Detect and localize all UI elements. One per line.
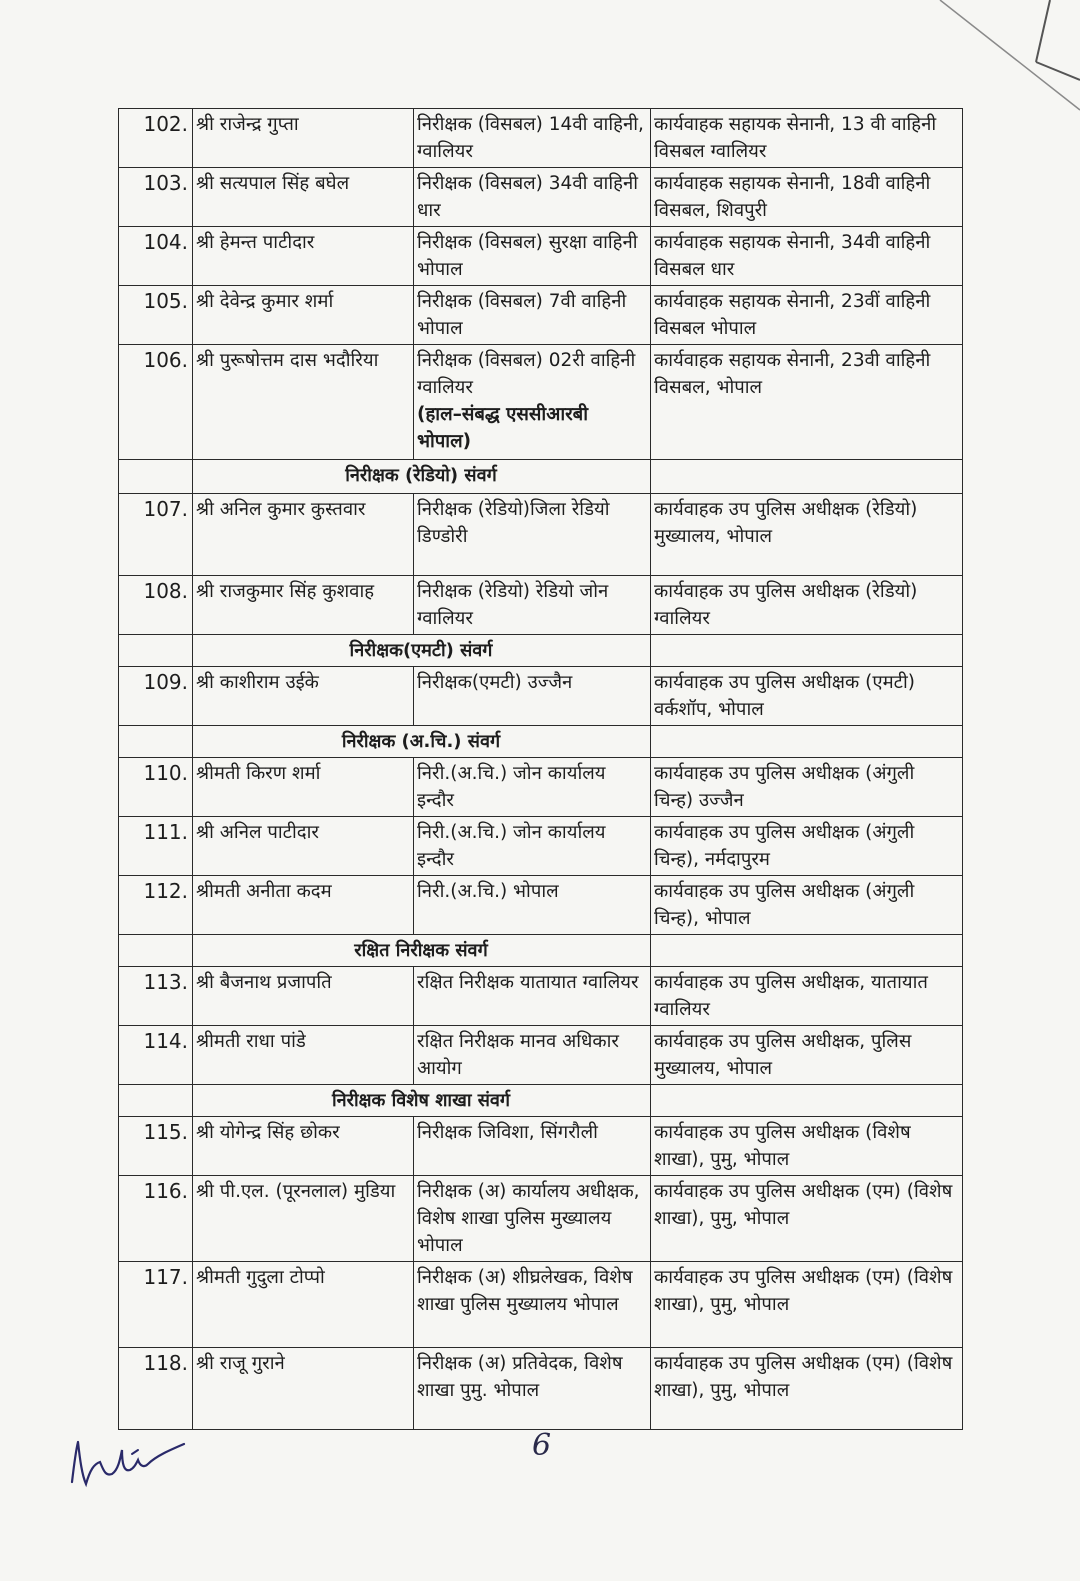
new-posting: कार्यवाहक उप पुलिस अधीक्षक (एम) (विशेष शाखा), पुमु, भोपाल [651,1348,963,1430]
cadre-empty-cell [651,460,963,494]
cadre-title: निरीक्षक विशेष शाखा संवर्ग [193,1085,651,1117]
serial-number: 104. [119,227,193,286]
table-row [119,1026,963,1085]
cadre-empty-cell [651,935,963,967]
cadre-empty-cell [119,1085,193,1117]
current-post-text: निरीक्षक जिविशा, सिंगरौली [417,1122,598,1143]
new-posting: कार्यवाहक उप पुलिस अधीक्षक (एमटी) वर्कशॉप, भोपाल [651,667,963,726]
current-post-text: निरीक्षक (विसबल) 14वी वाहिनी, ग्वालियर [417,114,644,162]
current-post [414,1348,651,1430]
current-post-text: निरीक्षक (अ) शीघ्रलेखक, विशेष शाखा पुलिस मुख्यालय भोपाल [417,1267,633,1315]
officer-name: श्री काशीराम उईके [193,667,414,726]
cadre-empty-cell [119,460,193,494]
table-row [119,168,963,227]
new-posting: कार्यवाहक उप पुलिस अधीक्षक (अंगुली चिन्ह) उज्जैन [651,758,963,817]
serial-number: 103. [119,168,193,227]
current-post-text: निरीक्षक (अ) कार्यालय अधीक्षक, विशेष शाखा पुलिस मुख्यालय भोपाल [417,1181,640,1256]
cadre-title: निरीक्षक(एमटी) संवर्ग [193,635,651,667]
officer-name: श्री देवेन्द्र कुमार शर्मा [193,286,414,345]
officer-name: श्री राजेन्द्र गुप्ता [193,109,414,168]
current-post-text: रक्षित निरीक्षक मानव अधिकार आयोग [417,1031,619,1079]
cadre-header-row [119,460,963,494]
new-posting: कार्यवाहक उप पुलिस अधीक्षक (अंगुली चिन्ह), नर्मदापुरम [651,817,963,876]
current-post-text: निरी.(अ.चि.) जोन कार्यालय इन्दौर [417,763,606,811]
current-post-text: निरीक्षक (विसबल) 34वी वाहिनी धार [417,173,639,221]
new-posting: कार्यवाहक उप पुलिस अधीक्षक, पुलिस मुख्यालय, भोपाल [651,1026,963,1085]
serial-number: 106. [119,345,193,460]
serial-number: 110. [119,758,193,817]
officer-name: श्री बैजनाथ प्रजापति [193,967,414,1026]
table-row [119,286,963,345]
current-post [414,1117,651,1176]
table-row [119,758,963,817]
serial-number: 111. [119,817,193,876]
current-post [414,109,651,168]
officer-name: श्री पी.एल. (पूरनलाल) मुडिया [193,1176,414,1262]
current-post-text: निरी.(अ.चि.) भोपाल [417,881,559,902]
new-posting: कार्यवाहक सहायक सेनानी, 13 वी वाहिनी विसबल ग्वालियर [651,109,963,168]
table-row [119,667,963,726]
table-row [119,494,963,576]
current-post-text: निरीक्षक (रेडियो)जिला रेडियो डिण्डोरी [417,499,610,547]
current-post [414,1262,651,1348]
current-post [414,817,651,876]
table-row [119,1348,963,1430]
new-posting: कार्यवाहक उप पुलिस अधीक्षक (एम) (विशेष शाखा), पुमु, भोपाल [651,1262,963,1348]
current-post-text: रक्षित निरीक्षक यातायात ग्वालियर [417,972,639,993]
current-post [414,1026,651,1085]
officer-name: श्री सत्यपाल सिंह बघेल [193,168,414,227]
current-post-text: निरीक्षक (विसबल) 02री वाहिनी ग्वालियर [417,350,636,398]
cadre-title: रक्षित निरीक्षक संवर्ग [193,935,651,967]
serial-number: 102. [119,109,193,168]
cadre-title: निरीक्षक (रेडियो) संवर्ग [193,460,651,494]
new-posting: कार्यवाहक सहायक सेनानी, 18वी वाहिनी विसबल, शिवपुरी [651,168,963,227]
current-post [414,168,651,227]
new-posting: कार्यवाहक उप पुलिस अधीक्षक (रेडियो) ग्वालियर [651,576,963,635]
officer-name: श्री राजकुमार सिंह कुशवाह [193,576,414,635]
current-post-text: निरीक्षक (अ) प्रतिवेदक, विशेष शाखा पुमु. भोपाल [417,1353,623,1401]
attachment-note: (हाल–संबद्ध एससीआरबी भोपाल) [417,404,589,452]
current-post-text: निरीक्षक (रेडियो) रेडियो जोन ग्वालियर [417,581,609,629]
officer-name: श्रीमती गुदुला टोप्पो [193,1262,414,1348]
serial-number: 105. [119,286,193,345]
current-post-text: निरीक्षक (विसबल) सुरक्षा वाहिनी भोपाल [417,232,638,280]
current-post [414,576,651,635]
cadre-header-row [119,935,963,967]
cadre-empty-cell [119,635,193,667]
cadre-header-row [119,726,963,758]
current-post [414,1176,651,1262]
new-posting: कार्यवाहक उप पुलिस अधीक्षक (विशेष शाखा), पुमु, भोपाल [651,1117,963,1176]
table-row [119,576,963,635]
cadre-empty-cell [651,635,963,667]
serial-number: 116. [119,1176,193,1262]
cadre-header-row [119,635,963,667]
table-row [119,876,963,935]
serial-number: 107. [119,494,193,576]
table-row [119,227,963,286]
officer-name: श्रीमती अनीता कदम [193,876,414,935]
current-post [414,876,651,935]
cadre-title: निरीक्षक (अ.चि.) संवर्ग [193,726,651,758]
current-post [414,227,651,286]
table-row [119,1176,963,1262]
cadre-empty-cell [651,726,963,758]
serial-number: 108. [119,576,193,635]
new-posting: कार्यवाहक उप पुलिस अधीक्षक (अंगुली चिन्ह), भोपाल [651,876,963,935]
officer-name: श्री हेमन्त पाटीदार [193,227,414,286]
table-row [119,817,963,876]
officer-name: श्री अनिल पाटीदार [193,817,414,876]
page-number: 6 [532,1428,552,1463]
new-posting: कार्यवाहक उप पुलिस अधीक्षक (रेडियो) मुख्यालय, भोपाल [651,494,963,576]
paper-fold-corner [0,0,1080,120]
serial-number: 118. [119,1348,193,1430]
officer-name: श्री राजू गुराने [193,1348,414,1430]
current-post [414,967,651,1026]
current-post-text: निरीक्षक (विसबल) 7वी वाहिनी भोपाल [417,291,627,339]
serial-number: 115. [119,1117,193,1176]
current-post [414,286,651,345]
cadre-header-row [119,1085,963,1117]
officer-name: श्री पुरूषोत्तम दास भदौरिया [193,345,414,460]
new-posting: कार्यवाहक उप पुलिस अधीक्षक (एम) (विशेष शाखा), पुमु, भोपाल [651,1176,963,1262]
new-posting: कार्यवाहक उप पुलिस अधीक्षक, यातायात ग्वालियर [651,967,963,1026]
current-post [414,758,651,817]
current-post [414,494,651,576]
officer-name: श्री योगेन्द्र सिंह छोकर [193,1117,414,1176]
current-post-text: निरी.(अ.चि.) जोन कार्यालय इन्दौर [417,822,606,870]
current-post [414,667,651,726]
serial-number: 117. [119,1262,193,1348]
new-posting: कार्यवाहक सहायक सेनानी, 23वीं वाहिनी विसबल भोपाल [651,286,963,345]
promotion-table-body [119,109,963,1430]
table-row [119,1262,963,1348]
serial-number: 112. [119,876,193,935]
cadre-empty-cell [651,1085,963,1117]
new-posting: कार्यवाहक सहायक सेनानी, 34वी वाहिनी विसबल धार [651,227,963,286]
officer-name: श्रीमती राधा पांडे [193,1026,414,1085]
current-post-text: निरीक्षक(एमटी) उज्जैन [417,672,573,693]
cadre-empty-cell [119,726,193,758]
table-row [119,1117,963,1176]
serial-number: 114. [119,1026,193,1085]
officer-name: श्री अनिल कुमार कुस्तवार [193,494,414,576]
officer-name: श्रीमती किरण शर्मा [193,758,414,817]
current-post [414,345,651,460]
table-row [119,109,963,168]
cadre-empty-cell [119,935,193,967]
table-row [119,967,963,1026]
serial-number: 109. [119,667,193,726]
new-posting: कार्यवाहक सहायक सेनानी, 23वी वाहिनी विसबल, भोपाल [651,345,963,460]
table-row [119,345,963,460]
promotion-table [118,108,963,1430]
serial-number: 113. [119,967,193,1026]
handwritten-signature [60,1420,200,1500]
